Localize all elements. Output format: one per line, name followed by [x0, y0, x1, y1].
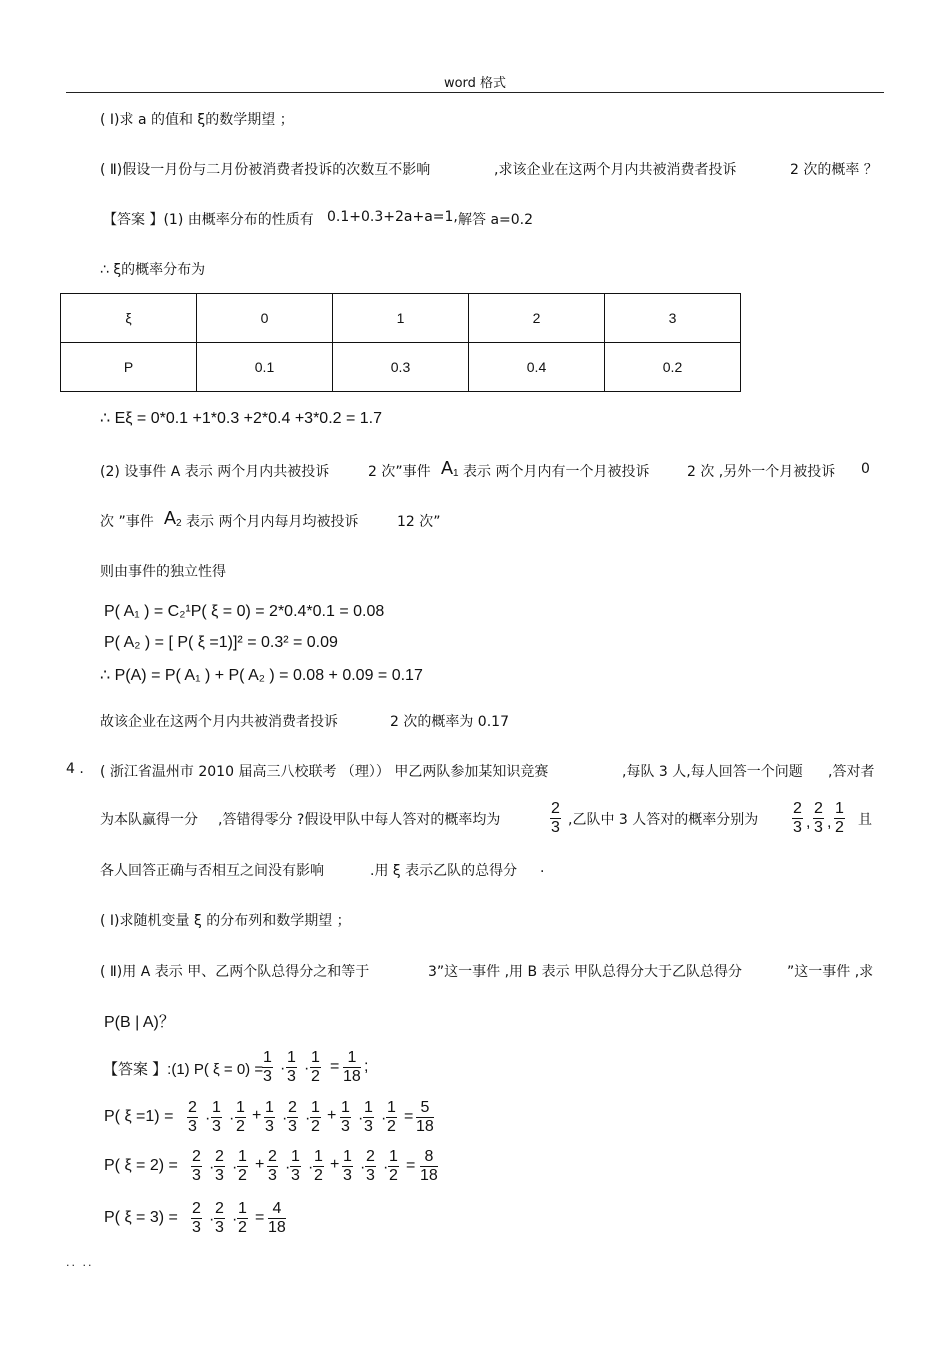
event-definition-d: 2 次 ,另外一个月被投诉: [687, 464, 836, 480]
question-i: ( Ⅰ)求随机变量 ξ 的分布列和数学期望 ；: [100, 913, 351, 929]
fraction: $\frac{4}{18}$: [268, 1200, 286, 1236]
operator-semicolon: ;: [364, 1058, 369, 1075]
question-part-2c: 2 次的概率 ？: [790, 162, 878, 178]
question-part-2a: ( Ⅱ)假设一月份与二月份被消费者投诉的次数互不影响: [100, 162, 431, 178]
answer-p3-label: P( ξ = 3) =: [104, 1209, 178, 1226]
fraction: $\frac{1}{2}$: [236, 1099, 245, 1135]
problem-number: 4 .: [66, 761, 84, 777]
event-definition-b: 2 次”事件: [368, 464, 431, 480]
question-part-1: ( Ⅰ)求 a 的值和 ξ的数学期望 ；: [100, 112, 294, 128]
independence-note: 则由事件的独立性得: [100, 564, 226, 580]
expectation-equation: ∴ Eξ = 0*0.1 +1*0.3 +2*0.4 +3*0.2 = 1.7: [100, 410, 383, 427]
event-definition-e: 0: [861, 461, 870, 477]
operator-plus: +: [252, 1107, 262, 1124]
problem-line-2d: 且: [858, 812, 872, 828]
operator-dot: ·: [304, 1060, 310, 1077]
table-header-cell: ξ: [61, 294, 197, 343]
event-definition-2a: 次 ”事件: [100, 514, 154, 530]
conclusion-a: 故该企业在这两个月内共被消费者投诉: [100, 714, 338, 730]
problem-line-2b: ,答错得零分 ?假设甲队中每人答对的概率均为: [218, 812, 501, 828]
event-a1-symbol: A: [441, 458, 454, 478]
operator-dot: ·: [229, 1110, 235, 1127]
fraction: $\frac{1}{3}$: [341, 1099, 350, 1135]
answer-p2-label: P( ξ = 2) =: [104, 1157, 178, 1174]
question-part-2b: ,求该企业在这两个月内共被消费者投诉: [494, 162, 737, 178]
fraction: $\frac{2}{3}$: [192, 1200, 201, 1236]
operator-dot: ·: [305, 1110, 311, 1127]
footer-dots: .. ..: [66, 1256, 94, 1269]
fraction: $\frac{1}{2}$: [238, 1200, 247, 1236]
question-ii-a: ( Ⅱ)用 A 表示 甲、乙两个队总得分之和等于: [100, 964, 370, 980]
fraction: $\frac{2}{3}$: [215, 1148, 224, 1184]
table-cell: 0.1: [197, 343, 333, 392]
equation-p-a: ∴ P(A) = P( A₁ ) + P( A₂ ) = 0.08 + 0.09 = 0.17: [100, 667, 423, 684]
operator-dot: ·: [209, 1211, 215, 1228]
fraction: $\frac{2}{3}$: [366, 1148, 375, 1184]
operator-dot: ·: [280, 1060, 286, 1077]
table-row: [61, 294, 741, 343]
operator-equals: =: [406, 1157, 416, 1174]
fraction: $\frac{1}{2}$: [311, 1099, 320, 1135]
fraction: $\frac{2}{3}$: [188, 1099, 197, 1135]
event-definition-c: 表示 两个月内有一个月被投诉: [463, 464, 650, 480]
fraction: $\frac{1}{3}$: [265, 1099, 274, 1135]
answer-p1-label: P( ξ =1) =: [104, 1108, 174, 1125]
answer-line-1c: 解答 a=0.2: [458, 212, 534, 228]
fraction-two-thirds: $\frac{2}{3}$: [814, 800, 823, 836]
fraction: $\frac{1}{3}$: [263, 1049, 272, 1085]
operator-equals: =: [404, 1108, 414, 1125]
table-cell: 0.4: [469, 343, 605, 392]
fraction: $\frac{1}{3}$: [364, 1099, 373, 1135]
problem-line-1c: ,答对者: [828, 764, 875, 780]
question-ii-c: ”这一事件 ,求: [787, 964, 874, 980]
fraction: $\frac{1}{2}$: [387, 1099, 396, 1135]
fraction-comma: ,: [806, 814, 811, 831]
event-a1-subscript: 1: [453, 468, 459, 479]
operator-dot: ·: [358, 1110, 364, 1127]
fraction: $\frac{1}{18}$: [343, 1049, 361, 1085]
page-header: word 格式: [443, 76, 507, 91]
event-a2-subscript: 2: [176, 518, 182, 529]
operator-dot: ·: [282, 1110, 288, 1127]
table-header-cell: 2: [469, 294, 605, 343]
answer-line-1: 【答案 】(1) 由概率分布的性质有: [103, 212, 314, 228]
fraction: $\frac{1}{2}$: [311, 1049, 320, 1085]
operator-dot: ·: [232, 1211, 238, 1228]
event-definition-2b: 表示 两个月内每月均被投诉: [186, 514, 359, 530]
fraction: $\frac{5}{18}$: [416, 1099, 434, 1135]
question-ii-b: 3”这一事件 ,用 B 表示 甲队总得分大于乙队总得分: [428, 964, 743, 980]
equation-p-a2: P( A₂ ) = [ P( ξ =1)]² = 0.3² = 0.09: [104, 634, 338, 651]
problem-line-3a: 各人回答正确与否相互之间没有影响: [100, 863, 324, 879]
operator-equals: =: [255, 1209, 265, 1226]
fraction: $\frac{1}{3}$: [212, 1099, 221, 1135]
fraction-comma: ,: [827, 814, 832, 831]
operator-plus: +: [255, 1156, 265, 1173]
fraction: $\frac{8}{18}$: [420, 1148, 438, 1184]
fraction: $\frac{2}{3}$: [288, 1099, 297, 1135]
table-header-cell: 3: [605, 294, 741, 343]
fraction: $\frac{1}{2}$: [314, 1148, 323, 1184]
problem-line-3c: .: [540, 860, 545, 876]
fraction: $\frac{2}{3}$: [215, 1200, 224, 1236]
distribution-intro: ∴ ξ的概率分布为: [100, 262, 206, 278]
problem-line-1b: ,每队 3 人,每人回答一个问题: [622, 764, 803, 780]
fraction: $\frac{1}{2}$: [238, 1148, 247, 1184]
operator-dot: ·: [285, 1159, 291, 1176]
fraction: $\frac{1}{2}$: [389, 1148, 398, 1184]
question-ii-d: P(B | A)？: [104, 1014, 175, 1031]
problem-line-1a: ( 浙江省温州市 2010 届高三八校联考 （理）） 甲乙两队参加某知识竞赛: [100, 764, 549, 780]
operator-dot: ·: [360, 1159, 366, 1176]
answer-p0-label: 【答案 】:(1) P( ξ = 0) =: [103, 1061, 264, 1078]
operator-dot: ·: [205, 1110, 211, 1127]
operator-dot: ·: [308, 1159, 314, 1176]
operator-plus: +: [330, 1156, 340, 1173]
header-rule: [66, 92, 884, 93]
table-header-cell: 1: [333, 294, 469, 343]
problem-line-2a: 为本队赢得一分: [100, 812, 198, 828]
event-definition-a: (2) 设事件 A 表示 两个月内共被投诉: [100, 464, 330, 480]
conclusion-b: 2 次的概率为 0.17: [390, 714, 509, 730]
equation-p-a1: P( A₁ ) = C₂¹P( ξ = 0) = 2*0.4*0.1 = 0.08: [104, 603, 385, 620]
fraction: $\frac{2}{3}$: [268, 1148, 277, 1184]
fraction: $\frac{1}{3}$: [291, 1148, 300, 1184]
table-cell: P: [61, 343, 197, 392]
fraction-one-half: $\frac{1}{2}$: [835, 800, 844, 836]
table-cell: 0.2: [605, 343, 741, 392]
problem-line-3b: .用 ξ 表示乙队的总得分: [370, 863, 518, 879]
operator-equals: =: [330, 1058, 340, 1075]
distribution-table: [60, 293, 741, 392]
table-header-cell: 0: [197, 294, 333, 343]
problem-line-2c: ,乙队中 3 人答对的概率分别为: [568, 812, 759, 828]
operator-dot: ·: [232, 1159, 238, 1176]
table-cell: 0.3: [333, 343, 469, 392]
fraction-two-thirds: $\frac{2}{3}$: [551, 800, 560, 836]
event-a2-symbol: A: [164, 508, 177, 528]
operator-dot: ·: [383, 1159, 389, 1176]
table-row: [61, 343, 741, 392]
event-definition-2c: 12 次”: [397, 514, 441, 530]
fraction: $\frac{1}{3}$: [287, 1049, 296, 1085]
answer-line-1b: 0.1+0.3+2a+a=1,: [327, 209, 458, 225]
operator-dot: ·: [381, 1110, 387, 1127]
operator-plus: +: [327, 1107, 337, 1124]
fraction: $\frac{2}{3}$: [192, 1148, 201, 1184]
operator-dot: ·: [209, 1159, 215, 1176]
fraction-two-thirds: $\frac{2}{3}$: [793, 800, 802, 836]
fraction: $\frac{1}{3}$: [343, 1148, 352, 1184]
